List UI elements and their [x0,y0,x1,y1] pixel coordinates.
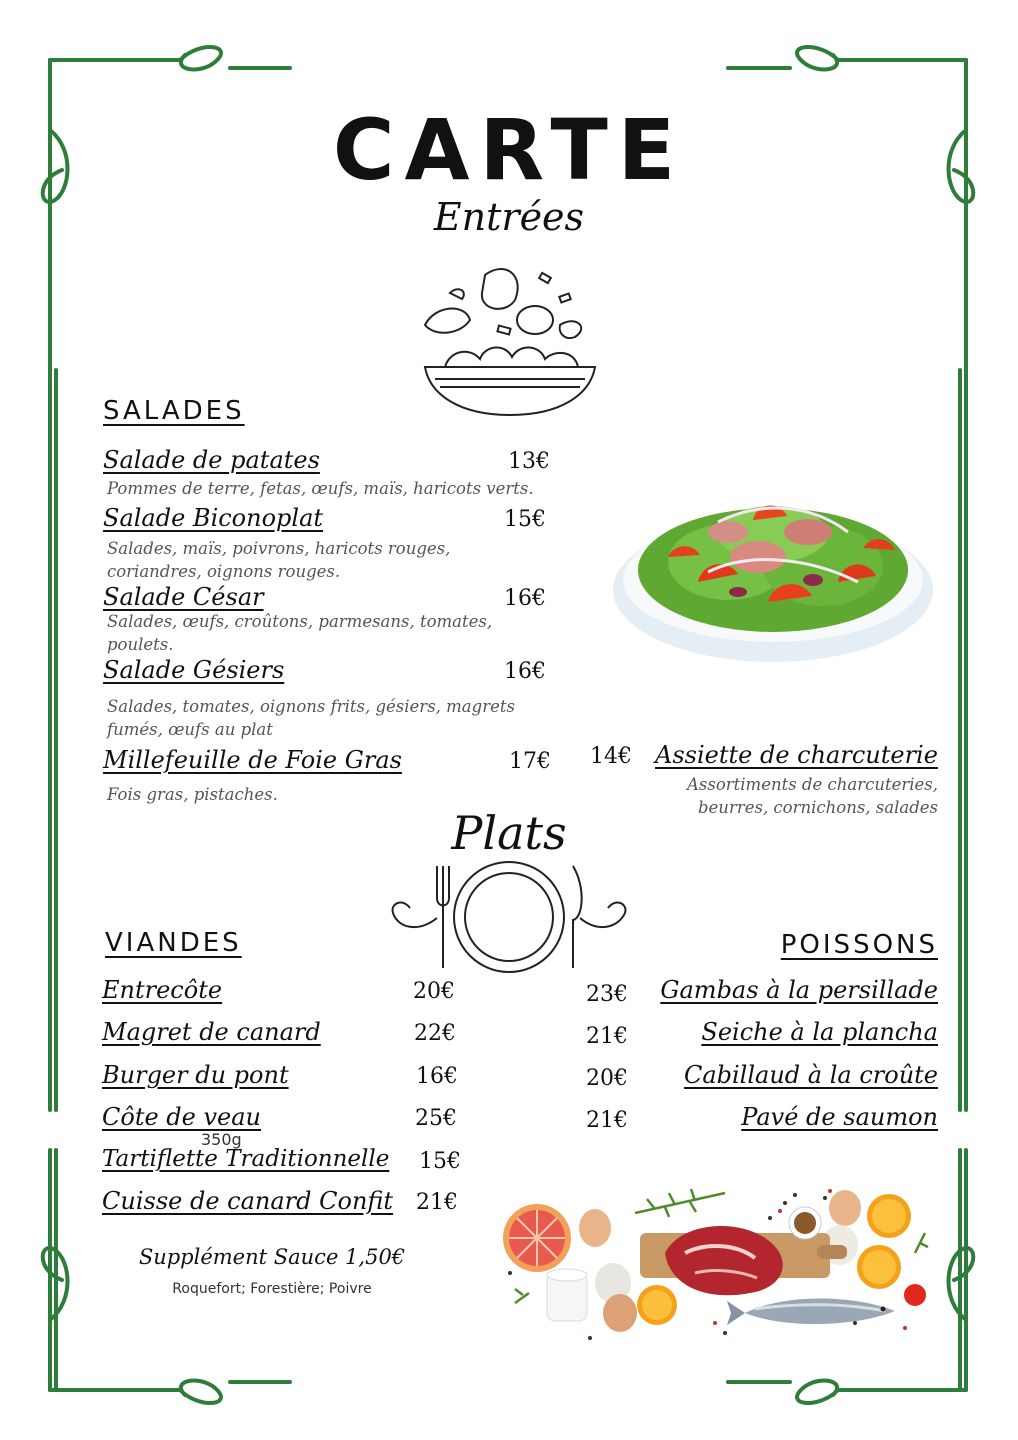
viandes-heading: VIANDES [105,928,242,958]
item-name: Cuisse de canard Confit [102,1187,394,1215]
item-name: Côte de veau [102,1103,262,1131]
item-price: 16€ [416,1064,458,1089]
item-price: 22€ [414,1021,456,1046]
item-name: Burger du pont [102,1061,289,1089]
item-name: Seiche à la plancha [701,1018,938,1046]
item-price: 20€ [586,1066,628,1091]
item-price: 17€ [509,749,551,774]
ingredients-photo [495,1183,935,1348]
item-description: Salades, œufs, croûtons, parmesans, tomates, poulets. [107,612,493,654]
item-description: Fois gras, pistaches. [107,785,278,804]
item-price: 21€ [586,1108,628,1133]
salades-heading: SALADES [103,396,245,426]
item-price: 25€ [415,1106,457,1131]
item-price: 15€ [419,1149,461,1174]
item-description: Assortiments de charcuteries, beurres, cornichons, salades [686,775,938,817]
item-price: 21€ [586,1024,628,1049]
poissons-heading: POISSONS [780,930,938,960]
item-description: Pommes de terre, fetas, œufs, maïs, haricots verts. [107,479,534,498]
salad-photo [608,462,938,672]
item-price: 14€ [590,744,632,769]
sauce-list: Roquefort; Forestière; Poivre [172,1281,372,1297]
item-price: 13€ [508,449,550,474]
entrees-title: Entrées [433,195,585,239]
item-name: Entrecôte [102,976,223,1004]
page-title: CARTE [332,101,686,199]
item-name: Magret de canard [102,1018,321,1046]
item-name: Salade César [103,583,264,611]
item-name: Pavé de saumon [741,1103,938,1131]
supplement-sauce: Supplément Sauce 1,50€ [138,1245,406,1269]
item-description: Salades, maïs, poivrons, haricots rouges, coriandres, oignons rouges. [107,539,451,581]
item-description: Salades, tomates, oignons frits, gésiers, magrets fumés, œufs au plat [107,697,515,739]
item-name: Salade Biconoplat [103,504,324,532]
plats-title: Plats [451,806,567,860]
item-price: 23€ [586,982,628,1007]
item-price: 16€ [504,659,546,684]
item-name: Salade de patates [103,446,320,474]
item-price: 16€ [504,586,546,611]
item-price: 21€ [416,1190,458,1215]
item-name: Tartiflette Traditionnelle [102,1146,390,1172]
weight-note: 350g [201,1130,242,1149]
plate-cutlery-icon [388,858,630,976]
item-name: Gambas à la persillade [660,976,938,1004]
item-name: Millefeuille de Foie Gras [103,746,402,774]
item-name: Assiette de charcuterie [655,741,938,769]
item-name: Cabillaud à la croûte [683,1061,938,1089]
item-name: Salade Gésiers [103,656,285,684]
item-price: 15€ [504,507,546,532]
salad-bowl-icon [410,255,610,425]
item-price: 20€ [413,979,455,1004]
